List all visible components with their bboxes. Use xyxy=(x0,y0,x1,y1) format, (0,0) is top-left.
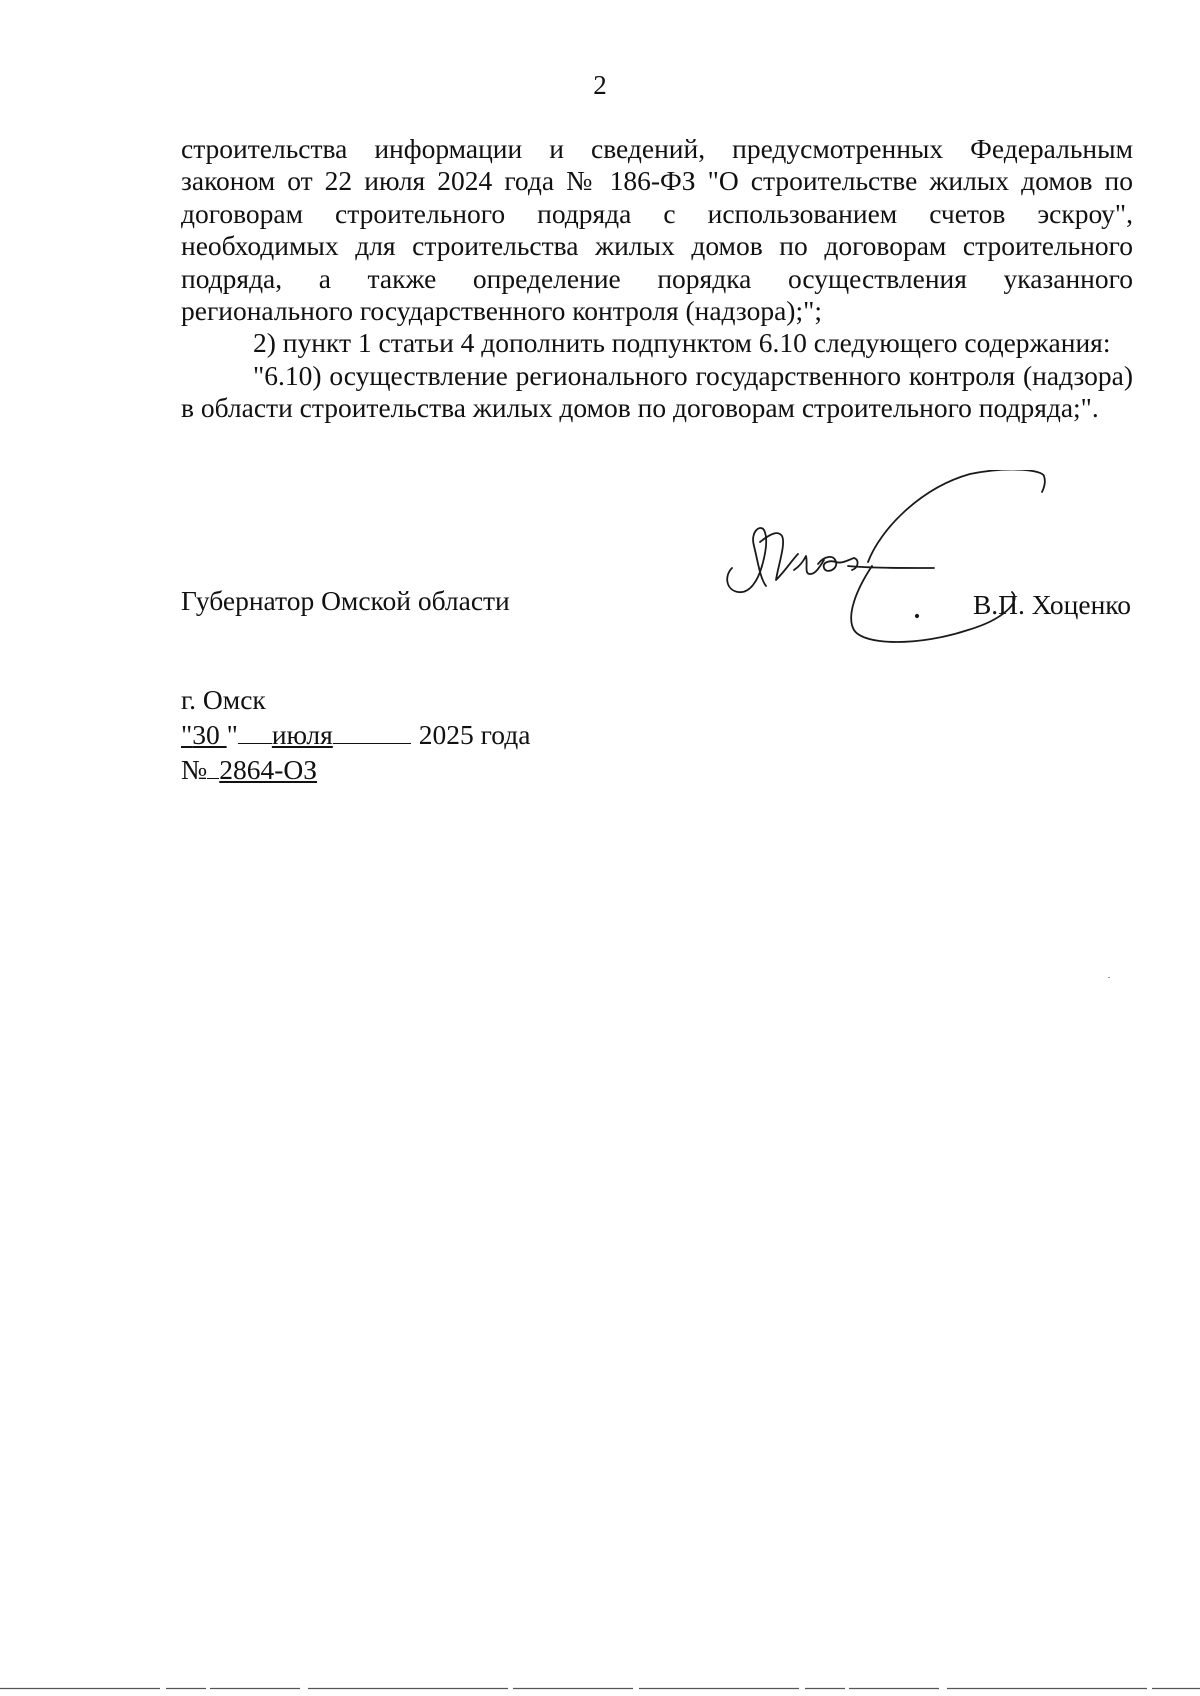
paragraph-continuation: строительства информации и сведений, предусмотренных Федеральным законом от 22 июля 2024 года № 186-ФЗ "О строительстве жилых домов по договорам строительного подряда с использованием счетов эскроу", необходимых для строительства жилых домов по договорам строительного подряда, а также определение порядка осуществления указанного регионального государственного контроля (надзора);"; xyxy=(181,133,1133,327)
date-year: 2025 года xyxy=(418,719,531,750)
date-day: 30 xyxy=(192,719,227,750)
paragraph-subpoint-6-10: "6.10) осуществление регионального государственного контроля (надзора) в области строительства жилых домов по договорам строительного подряда;". xyxy=(181,359,1133,424)
document-body xyxy=(181,133,1133,425)
date-close-quote: " xyxy=(226,719,238,750)
date-open-quote: " xyxy=(181,719,193,750)
number-blank xyxy=(207,754,219,779)
handwritten-signature xyxy=(720,470,1080,680)
place-date-number-block xyxy=(181,682,530,787)
scan-edge-line xyxy=(0,1687,1200,1690)
city: г. Омск xyxy=(181,684,266,715)
number-sign: № xyxy=(181,754,208,785)
paragraph-amendment-point-2: 2) пункт 1 статьи 4 дополнить подпунктом 6.10 следующего содержания: xyxy=(253,327,1111,359)
number-line xyxy=(181,752,530,787)
signer-name: В.П. Хоценко xyxy=(972,589,1131,620)
date-month: июля xyxy=(271,719,333,750)
date-line xyxy=(181,717,530,752)
date-blank-left xyxy=(238,719,272,744)
date-blank-right xyxy=(333,719,411,744)
page-number: 2 xyxy=(593,70,607,100)
city-line xyxy=(181,682,530,717)
document-number: 2864-ОЗ xyxy=(219,754,318,785)
scan-speck xyxy=(1108,977,1110,978)
signer-title: Губернатор Омской области xyxy=(181,585,510,616)
